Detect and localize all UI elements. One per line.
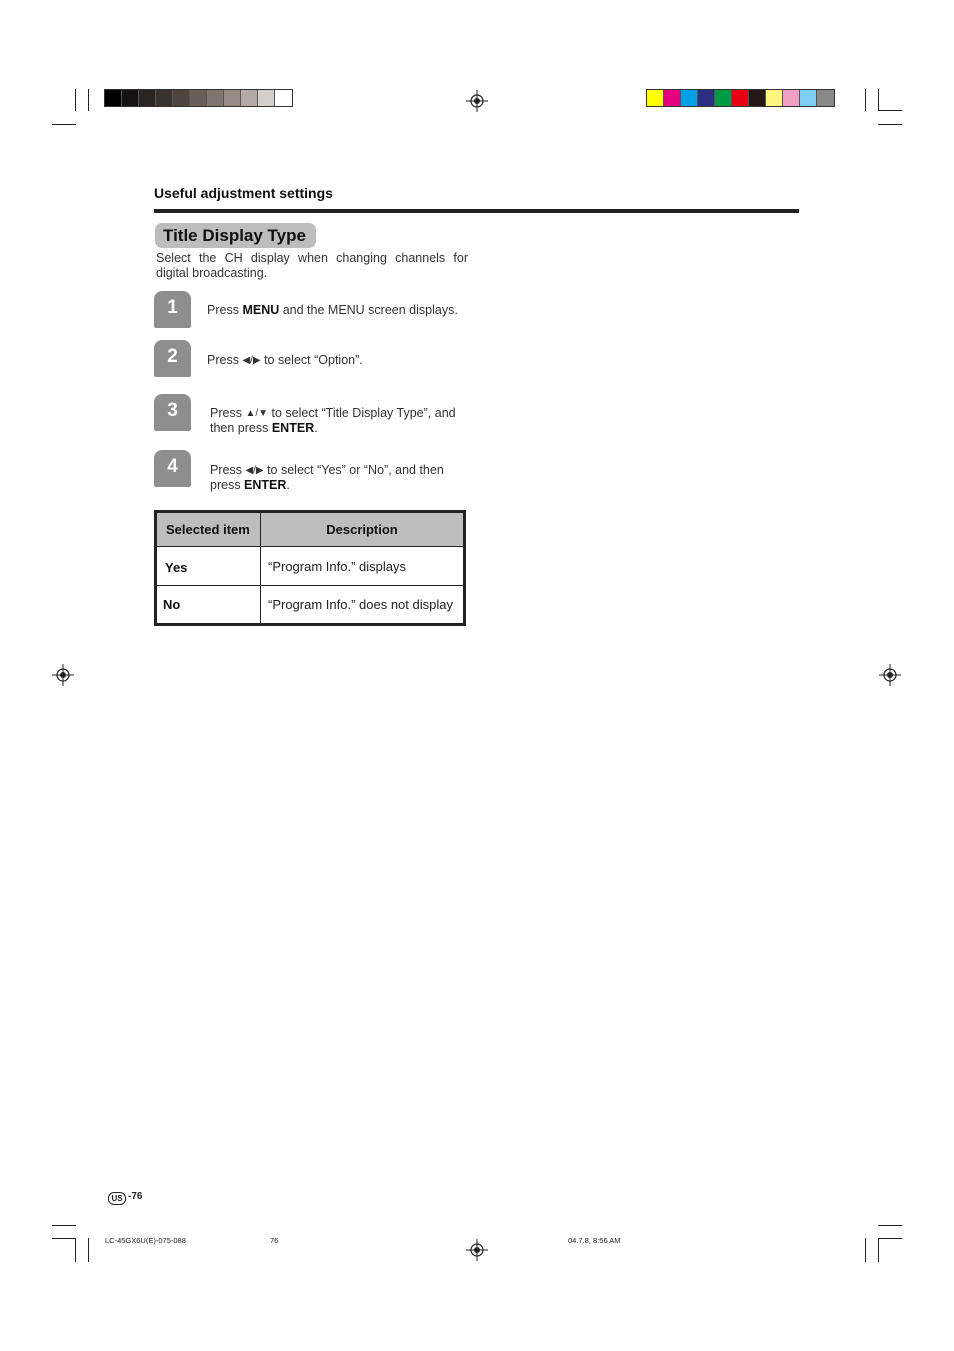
step-3-line2-post: . [314,421,318,435]
crop-mark [878,110,902,111]
crop-mark [878,124,902,125]
table-row-yes-item: Yes [165,560,188,575]
step-1-post: and the MENU screen displays. [279,303,458,317]
step-number-2: 2 [154,340,191,377]
step-number-4: 4 [154,450,191,487]
table-header-description: Description [261,513,463,546]
color-swatch [800,90,817,106]
settings-table [154,510,466,626]
crop-mark [75,89,76,111]
table-header-divider [157,546,463,547]
gray-ramp-bar [104,89,293,107]
step-2-text [207,353,363,368]
table-row-no-item: No [163,597,181,612]
step-3-pre: Press [210,406,246,420]
registration-mark-icon [466,90,488,112]
crop-mark [878,1238,879,1262]
step-1-key: MENU [242,303,280,317]
color-swatch [207,90,224,106]
page-number: -76 [128,1191,143,1202]
color-swatch [715,90,732,106]
color-swatch [139,90,156,106]
region-badge-label: US [111,1194,123,1203]
step-4-text [210,463,444,493]
registration-mark-icon [52,664,74,686]
crop-mark [75,1238,76,1262]
left-right-arrows-icon: ◀/▶ [245,465,264,476]
print-file-name: LC-45GX6U(E)-075-088 [105,1236,186,1245]
page-title: Title Display Type [155,223,316,248]
color-swatch [783,90,800,106]
step-4-pre: Press [210,463,246,477]
left-right-arrows-icon: ◀/▶ [242,355,261,366]
color-swatch [664,90,681,106]
step-4-line2-pre: press [210,478,245,492]
color-swatch [258,90,275,106]
color-swatch [732,90,749,106]
crop-mark [865,1238,866,1262]
color-swatch [224,90,241,106]
crop-mark [878,1225,902,1226]
step-4-key: ENTER [244,478,287,492]
color-swatch [647,90,664,106]
table-column-divider [260,513,261,623]
crop-mark [52,1225,76,1226]
table-row-divider [157,585,463,586]
color-swatch [698,90,715,106]
step-3-key: ENTER [271,421,315,435]
color-swatch [173,90,190,106]
color-swatch [749,90,766,106]
step-3-text [210,406,456,436]
color-swatch [122,90,139,106]
step-2-pre: Press [207,353,243,367]
step-3-line2-pre: then press [210,421,272,435]
print-date: 04.7.8, 8:56 AM [568,1236,621,1245]
print-page-number: 76 [270,1236,279,1245]
registration-mark-icon [466,1239,488,1261]
intro-text: Select the CH display when changing channels for digital broadcasting. [156,251,468,280]
crop-mark [52,1238,76,1239]
color-swatch [681,90,698,106]
crop-mark [88,89,89,111]
table-row-yes-description: “Program Info.” displays [268,559,406,574]
table-row-no-description: “Program Info.” does not display [268,597,453,612]
color-swatch [817,90,834,106]
section-heading: Useful adjustment settings [154,185,333,201]
color-swatch [190,90,207,106]
region-badge-icon [108,1192,126,1205]
step-number-3: 3 [154,394,191,431]
color-swatch [275,90,292,106]
section-divider [154,209,799,213]
color-test-bar [646,89,835,107]
crop-mark [52,124,76,125]
table-header-item: Selected item [157,513,260,546]
crop-mark [865,89,866,111]
step-2-post: to select “Option”. [260,353,363,367]
up-down-arrows-icon: ▲/▼ [245,408,269,419]
step-3-post: to select “Title Display Type”, and [268,406,456,420]
step-4-line2-post: . [286,478,290,492]
crop-mark [878,89,879,111]
registration-mark-icon [879,664,901,686]
step-4-post: to select “Yes” or “No”, and then [263,463,444,477]
color-swatch [766,90,783,106]
color-swatch [105,90,122,106]
color-swatch [241,90,258,106]
crop-mark [88,1238,89,1262]
step-number-1: 1 [154,291,191,328]
crop-mark [878,1238,902,1239]
step-1-text [207,303,458,318]
color-swatch [156,90,173,106]
step-1-pre: Press [207,303,243,317]
